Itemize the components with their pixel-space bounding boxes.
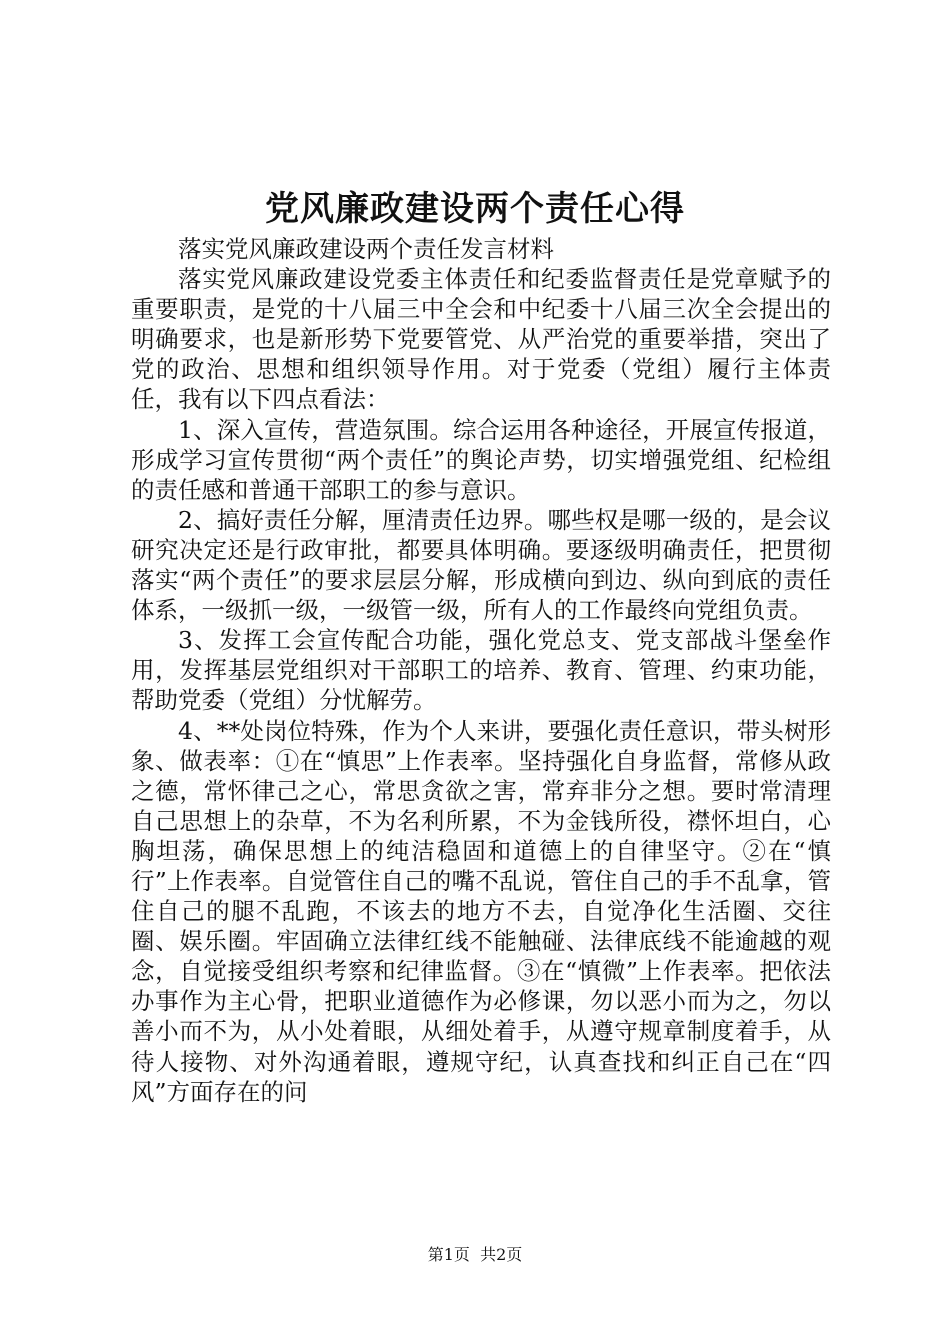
document-body bbox=[131, 234, 831, 1107]
paragraph-point-2: 2、搞好责任分解，厘清责任边界。哪些权是哪一级的，是会议研究决定还是行政审批，都要具体明确。要逐级明确责任，把贯彻落实“两个责任”的要求层层分解，形成横向到边、纵向到底的责任体系，一级抓一级，一级管一级，所有人的工作最终向党组负责。 bbox=[131, 505, 831, 625]
document-title: 党风廉政建设两个责任心得 bbox=[265, 189, 685, 229]
page-total: 共2页 bbox=[480, 1245, 523, 1264]
paragraph-point-4: 4、**处岗位特殊，作为个人来讲，要强化责任意识，带头树形象、做表率：①在“慎思”上作表率。坚持强化自身监督，常修从政之德，常怀律己之心，常思贪欲之害，常弃非分之想。要时常清理自己思想上的杂草，不为名利所累，不为金钱所役，襟怀坦白，心胸坦荡，确保思想上的纯洁稳固和道德上的自律坚守。②在“慎行”上作表率。自觉管住自己的嘴不乱说，管住自己的手不乱拿，管住自己的腿不乱跑，不该去的地方不去，自觉净化生活圈、交往圈、娱乐圈。牢固确立法律红线不能触碰、法律底线不能逾越的观念，自觉接受组织考察和纪律监督。③在“慎微”上作表率。把依法办事作为主心骨，把职业道德作为必修课，勿以恶小而为之，勿以善小而不为，从小处着眼，从细处着手，从遵守规章制度着手，从待人接物、对外沟通着眼，遵规守纪，认真查找和纠正自己在“四风”方面存在的问 bbox=[131, 716, 831, 1106]
paragraph-intro: 落实党风廉政建设党委主体责任和纪委监督责任是党章赋予的重要职责，是党的十八届三中全会和中纪委十八届三次全会提出的明确要求，也是新形势下党要管党、从严治党的重要举措，突出了党的政治、思想和组织领导作用。对于党委（党组）履行主体责任，我有以下四点看法： bbox=[131, 265, 831, 414]
page-footer bbox=[0, 1244, 950, 1266]
page-number: 第1页 bbox=[427, 1245, 470, 1264]
paragraph-point-3: 3、发挥工会宣传配合功能，强化党总支、党支部战斗堡垒作用，发挥基层党组织对干部职工的培养、教育、管理、约束功能，帮助党委（党组）分忧解劳。 bbox=[131, 626, 831, 715]
paragraph-point-1: 1、深入宣传，营造氛围。综合运用各种途径，开展宣传报道，形成学习宣传贯彻“两个责任”的舆论声势，切实增强党组、纪检组的责任感和普通干部职工的参与意识。 bbox=[131, 415, 831, 504]
document-subtitle: 落实党风廉政建设两个责任发言材料 bbox=[178, 235, 554, 263]
